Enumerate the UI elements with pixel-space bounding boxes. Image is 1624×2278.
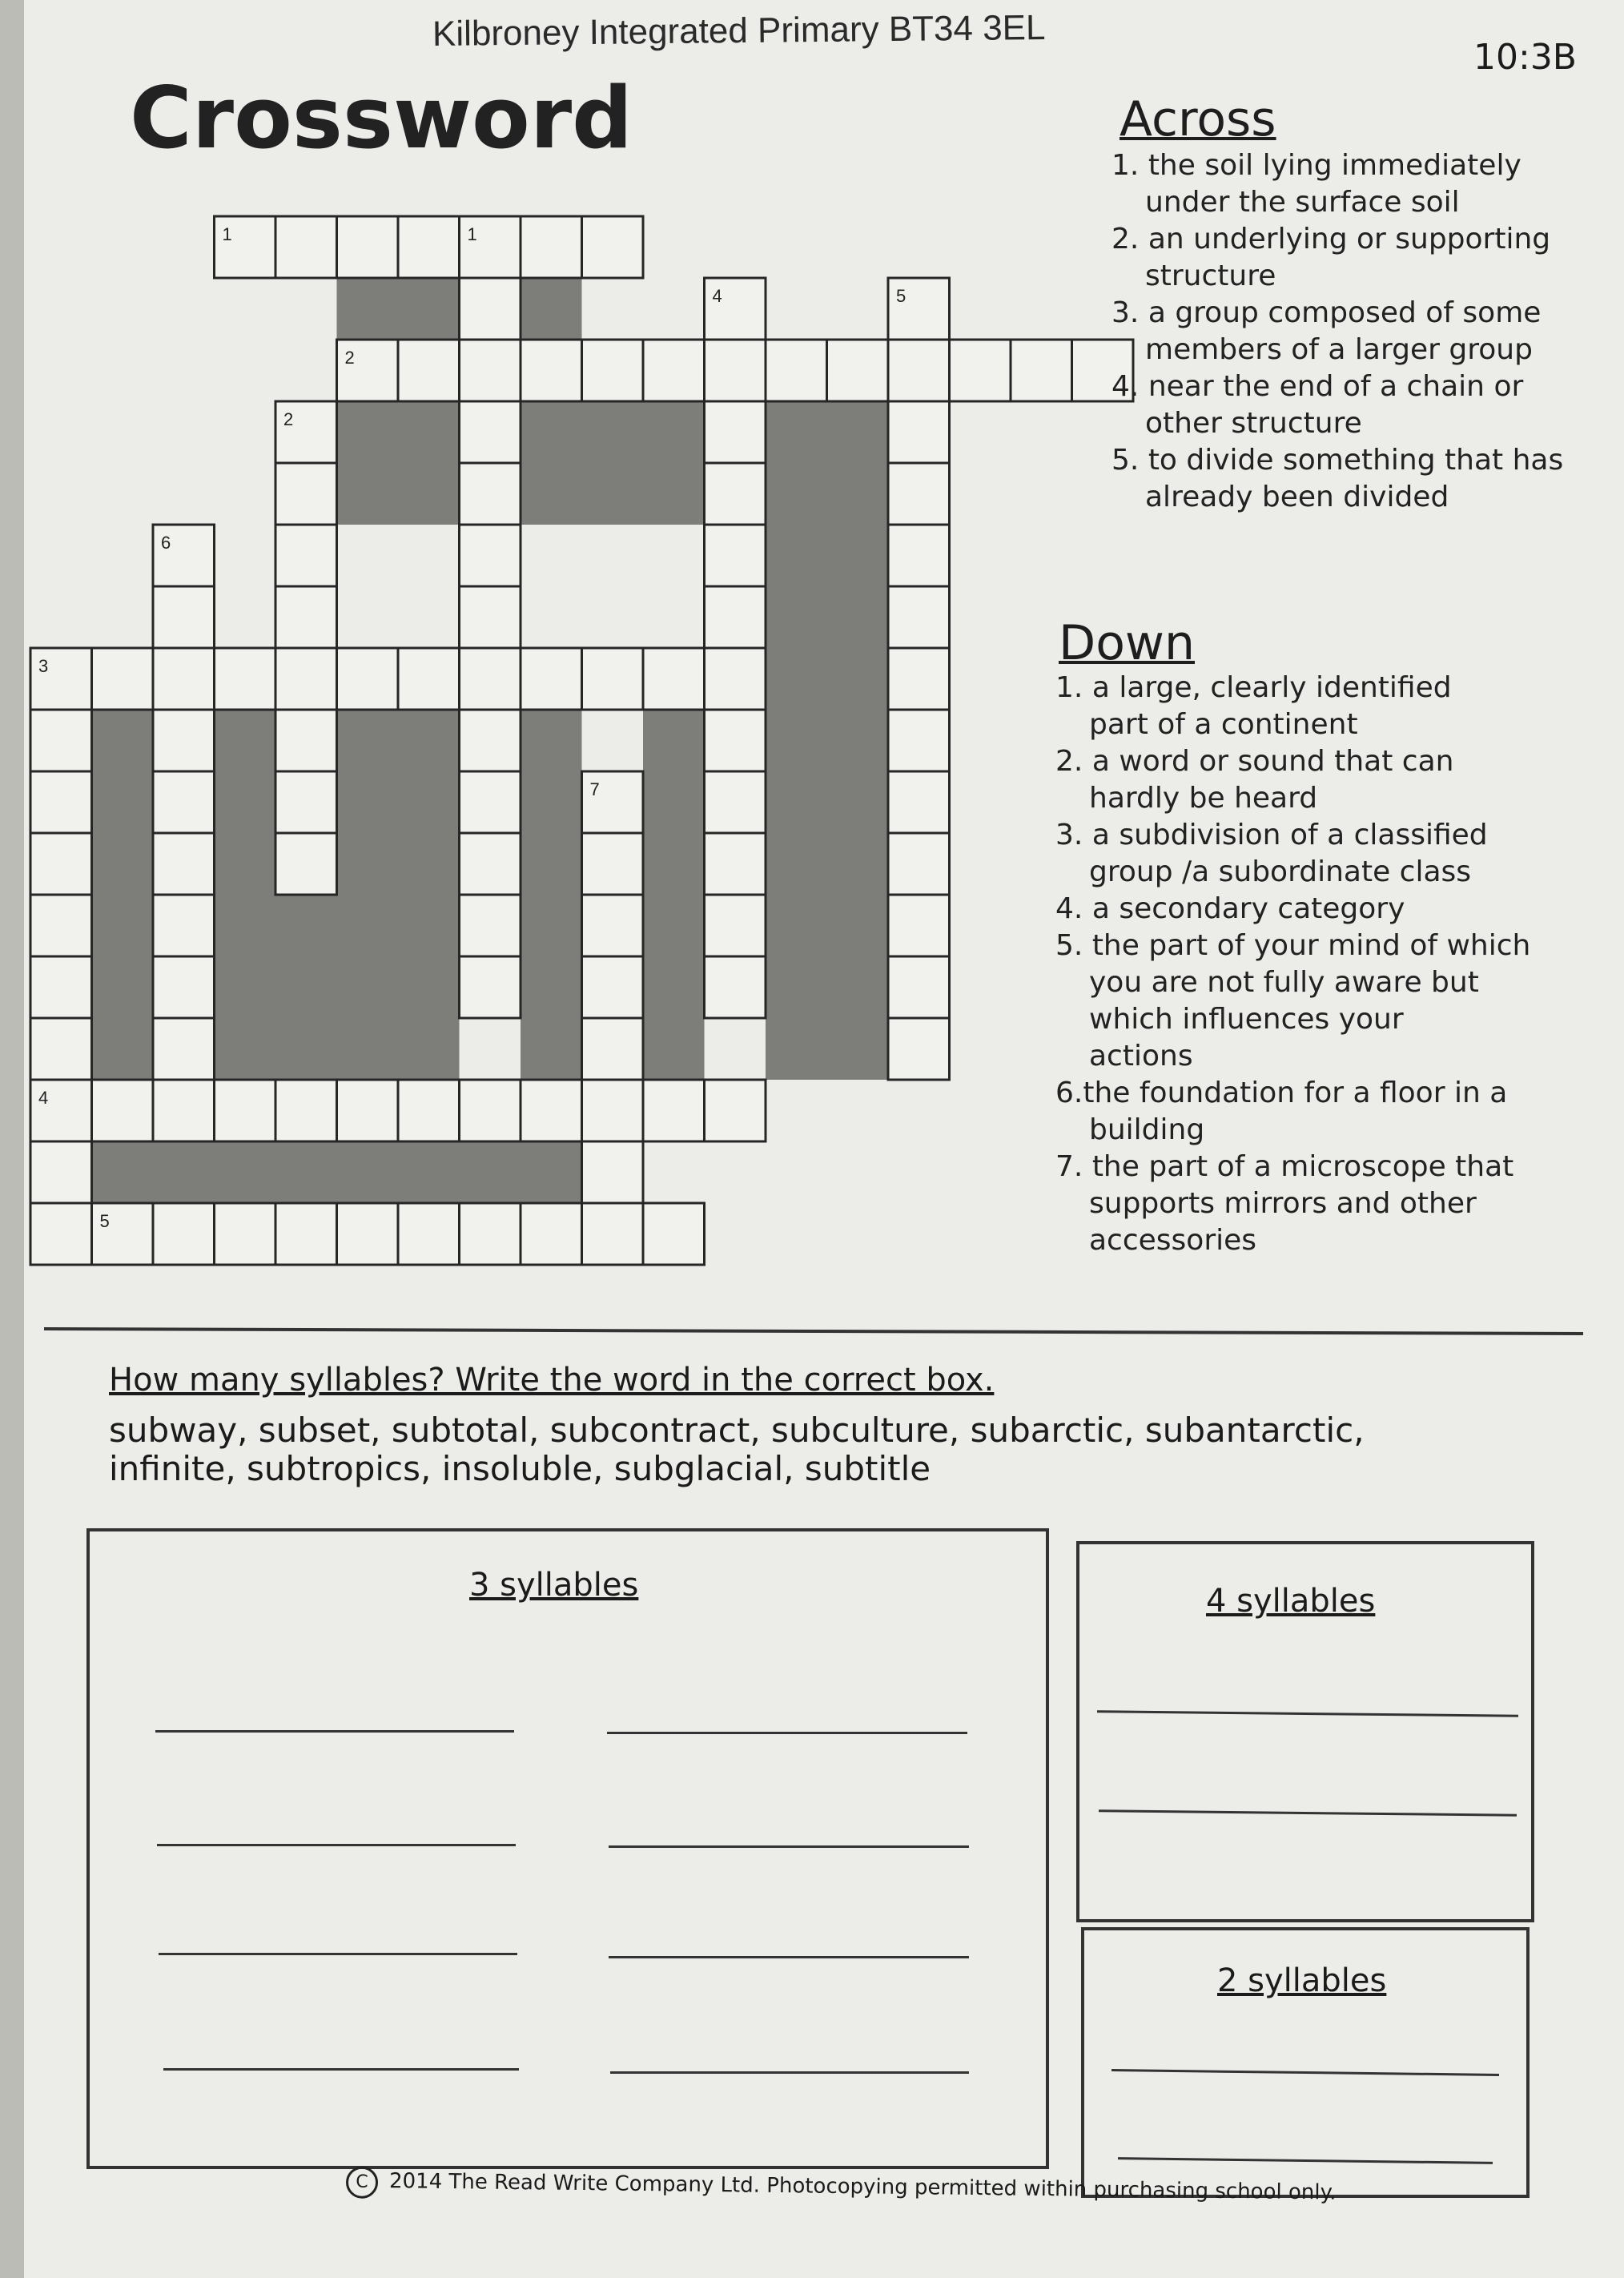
grid-number-label: 4 [38, 1088, 49, 1108]
crossword-cell[interactable] [460, 956, 521, 1018]
across-heading: Across [1120, 91, 1276, 147]
class-code: 10:3B [1473, 37, 1577, 78]
crossword-cell[interactable] [460, 1080, 521, 1141]
crossword-cell[interactable] [705, 401, 766, 463]
word-list-line-1: subway, subset, subtotal, subcontract, subculture, subarctic, subantarctic, [109, 1411, 1365, 1450]
page-title: Crossword [130, 69, 633, 167]
crossword-cell[interactable] [766, 340, 827, 401]
crossword-cell[interactable] [153, 771, 215, 833]
crossword-cell[interactable] [153, 525, 215, 586]
across-clue-list [1111, 147, 1608, 516]
crossword-cell[interactable] [337, 340, 399, 401]
crossword-cell[interactable] [460, 401, 521, 463]
grid-number-label: 7 [589, 779, 600, 799]
crossword-cell[interactable] [888, 771, 950, 833]
crossword-cell[interactable] [275, 586, 337, 648]
crossword-cell[interactable] [643, 1080, 705, 1141]
crossword-cell[interactable] [92, 1203, 154, 1265]
crossword-cell[interactable] [888, 1018, 950, 1080]
answer-line[interactable] [157, 1844, 516, 1846]
crossword-cell[interactable] [705, 648, 766, 710]
crossword-cell[interactable] [643, 1203, 705, 1265]
crossword-cell[interactable] [153, 895, 215, 956]
crossword-cell[interactable] [888, 956, 950, 1018]
crossword-cell[interactable] [582, 771, 644, 833]
crossword-cell[interactable] [275, 833, 337, 895]
crossword-cell[interactable] [30, 956, 92, 1018]
crossword-cell[interactable] [582, 1080, 644, 1141]
answer-line[interactable] [155, 1730, 514, 1733]
crossword-cell[interactable] [153, 956, 215, 1018]
crossword-cell[interactable] [275, 648, 337, 710]
crossword-cell[interactable] [705, 895, 766, 956]
crossword-cell[interactable] [275, 401, 337, 463]
crossword-cell[interactable] [275, 216, 337, 278]
crossword-cell[interactable] [153, 648, 215, 710]
down-clue-2: 2. a word or sound that can hardly be heard [1055, 745, 1454, 815]
grid-number-label: 5 [99, 1211, 110, 1231]
copyright-text: 2014 The Read Write Company Ltd. Photocopying permitted within purchasing school only. [388, 2169, 1337, 2205]
crossword-cell[interactable] [888, 586, 950, 648]
crossword-cell[interactable] [521, 1203, 582, 1265]
crossword-cell[interactable] [582, 216, 644, 278]
down-clue-3: 3. a subdivision of a classified group /a subordinate class [1055, 819, 1488, 888]
across-clue-5: 5. to divide something that has already been divided [1111, 444, 1564, 513]
crossword-cell[interactable] [460, 1203, 521, 1265]
across-clue-2: 2. an underlying or supporting structure [1111, 223, 1551, 292]
crossword-cell[interactable] [705, 833, 766, 895]
crossword-cell[interactable] [643, 648, 705, 710]
crossword-cell[interactable] [215, 1080, 276, 1141]
word-list [109, 1411, 1518, 1488]
crossword-cell[interactable] [153, 1080, 215, 1141]
crossword-cell[interactable] [275, 1080, 337, 1141]
crossword-cell[interactable] [215, 1203, 276, 1265]
across-clue-1: 1. the soil lying immediately under the surface soil [1111, 149, 1521, 219]
grid-number-label: 4 [712, 286, 722, 306]
answer-line[interactable] [607, 1732, 967, 1734]
crossword-cell[interactable] [460, 216, 521, 278]
grid-number-label: 6 [161, 533, 171, 553]
crossword-cell[interactable] [460, 833, 521, 895]
crossword-cell[interactable] [705, 956, 766, 1018]
crossword-cell[interactable] [153, 1018, 215, 1080]
grid-number-label: 2 [283, 409, 294, 429]
crossword-cell[interactable] [888, 401, 950, 463]
crossword-cell[interactable] [888, 833, 950, 895]
crossword-cell[interactable] [398, 340, 460, 401]
crossword-cell[interactable] [460, 463, 521, 525]
grid-number-label: 1 [467, 224, 477, 244]
crossword-cell[interactable] [705, 340, 766, 401]
crossword-cell[interactable] [705, 710, 766, 771]
crossword-cell[interactable] [275, 771, 337, 833]
down-clue-4: 4. a secondary category [1055, 892, 1405, 925]
crossword-cell[interactable] [460, 525, 521, 586]
crossword-cell[interactable] [582, 340, 644, 401]
down-heading: Down [1059, 615, 1196, 671]
crossword-cell[interactable] [643, 340, 705, 401]
grid-number-label: 5 [896, 286, 906, 306]
crossword-cell[interactable] [153, 1203, 215, 1265]
crossword-cell[interactable] [30, 895, 92, 956]
crossword-cell[interactable] [705, 278, 766, 340]
crossword-cell[interactable] [30, 771, 92, 833]
three-syllables-title: 3 syllables [469, 1567, 639, 1604]
crossword-cell[interactable] [275, 525, 337, 586]
four-syllables-title: 4 syllables [1206, 1583, 1376, 1620]
across-clue-3: 3. a group composed of some members of a larger group [1111, 296, 1542, 366]
across-clue-4: 4. near the end of a chain or other structure [1111, 370, 1524, 440]
crossword-cell[interactable] [888, 525, 950, 586]
crossword-cell[interactable] [275, 463, 337, 525]
crossword-cell[interactable] [950, 340, 1011, 401]
crossword-cell[interactable] [705, 463, 766, 525]
crossword-cell[interactable] [398, 1080, 460, 1141]
crossword-cell[interactable] [215, 648, 276, 710]
grid-number-label: 2 [344, 348, 355, 368]
crossword-cell[interactable] [398, 648, 460, 710]
crossword-cell[interactable] [153, 833, 215, 895]
crossword-cell[interactable] [888, 278, 950, 340]
down-clue-5: 5. the part of your mind of which you are not fully aware but which influences your actions [1055, 929, 1531, 1073]
two-syllables-title: 2 syllables [1217, 1962, 1387, 1999]
crossword-cell[interactable] [827, 340, 889, 401]
down-clue-7: 7. the part of a microscope that supports mirrors and other accessories [1055, 1150, 1514, 1257]
crossword-cell[interactable] [30, 833, 92, 895]
crossword-cell[interactable] [888, 648, 950, 710]
crossword-cell[interactable] [337, 648, 399, 710]
crossword-cell[interactable] [153, 710, 215, 771]
crossword-cell[interactable] [337, 216, 399, 278]
crossword-cell[interactable] [521, 648, 582, 710]
crossword-cell[interactable] [398, 1203, 460, 1265]
grid-number-label: 3 [38, 656, 49, 676]
crossword-cell[interactable] [888, 895, 950, 956]
grid-number-label: 1 [222, 224, 232, 244]
crossword-cell[interactable] [460, 648, 521, 710]
answer-line[interactable] [610, 2071, 969, 2074]
crossword-cell[interactable] [705, 1080, 766, 1141]
crossword-cell[interactable] [460, 710, 521, 771]
crossword-cell[interactable] [460, 771, 521, 833]
school-header: Kilbroney Integrated Primary BT34 3EL [432, 7, 1046, 54]
crossword-cell[interactable] [92, 1080, 154, 1141]
crossword-cell[interactable] [460, 340, 521, 401]
crossword-cell[interactable] [30, 1203, 92, 1265]
answer-line[interactable] [163, 2068, 519, 2071]
crossword-cell[interactable] [153, 586, 215, 648]
crossword-cell[interactable] [521, 340, 582, 401]
crossword-cell[interactable] [888, 340, 950, 401]
crossword-cell[interactable] [30, 1080, 92, 1141]
crossword-cell[interactable] [398, 216, 460, 278]
crossword-cell[interactable] [460, 586, 521, 648]
down-clue-1: 1. a large, clearly identified part of a continent [1055, 671, 1452, 741]
crossword-cell[interactable] [92, 648, 154, 710]
crossword-cell[interactable] [275, 1203, 337, 1265]
crossword-cell[interactable] [337, 1203, 399, 1265]
answer-line[interactable] [609, 1956, 969, 1958]
word-list-line-2: infinite, subtropics, insoluble, subglacial, subtitle [109, 1449, 931, 1488]
crossword-cell[interactable] [582, 956, 644, 1018]
crossword-cell[interactable] [460, 895, 521, 956]
crossword-cell[interactable] [460, 278, 521, 340]
answer-line[interactable] [609, 1845, 969, 1848]
copyright-symbol: C [346, 2166, 378, 2198]
crossword-cell[interactable] [337, 1080, 399, 1141]
crossword-cell[interactable] [275, 710, 337, 771]
crossword-cell[interactable] [30, 1018, 92, 1080]
crossword-cell[interactable] [582, 833, 644, 895]
crossword-cell[interactable] [30, 1141, 92, 1203]
crossword-cell[interactable] [888, 463, 950, 525]
crossword-cell[interactable] [1011, 340, 1072, 401]
crossword-cell[interactable] [582, 648, 644, 710]
crossword-cell[interactable] [521, 1080, 582, 1141]
answer-line[interactable] [159, 1953, 517, 1955]
crossword-cell[interactable] [215, 216, 276, 278]
crossword-cell[interactable] [582, 895, 644, 956]
crossword-cell[interactable] [888, 710, 950, 771]
crossword-cell[interactable] [30, 648, 92, 710]
book-binding [0, 0, 24, 2278]
crossword-cell[interactable] [705, 771, 766, 833]
crossword-cell[interactable] [521, 216, 582, 278]
down-clue-list [1055, 670, 1600, 1259]
crossword-cell[interactable] [582, 1141, 644, 1203]
crossword-cell[interactable] [705, 586, 766, 648]
crossword-cell[interactable] [582, 1018, 644, 1080]
syllables-instruction: How many syllables? Write the word in the correct box. [109, 1362, 995, 1399]
crossword-cell[interactable] [705, 525, 766, 586]
crossword-cell[interactable] [30, 710, 92, 771]
down-clue-6: 6.the foundation for a floor in a building [1055, 1077, 1508, 1146]
crossword-cell[interactable] [582, 1203, 644, 1265]
